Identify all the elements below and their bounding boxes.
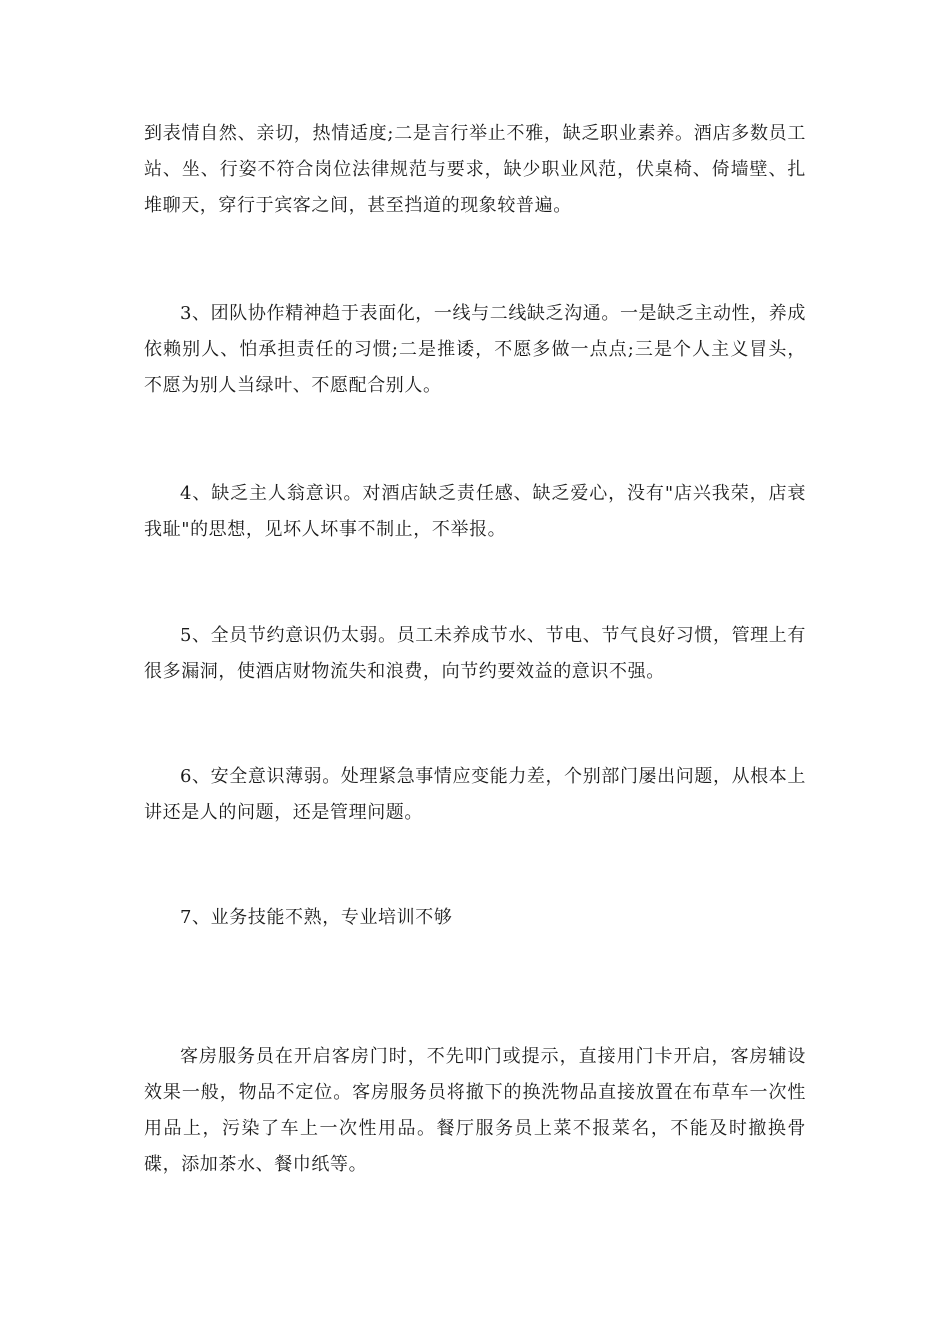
paragraph-item-6: 6、安全意识薄弱。处理紧急事情应变能力差，个别部门屡出问题，从根本上讲还是人的问题，还是管理问题。	[144, 766, 806, 823]
paragraph-item-5: 5、全员节约意识仍太弱。员工未养成节水、节电、节气良好习惯，管理上有很多漏洞，使酒店财物流失和浪费，向节约要效益的意识不强。	[144, 625, 806, 682]
paragraph-item-7: 7、业务技能不熟，专业培训不够	[180, 907, 453, 928]
paragraph-continuation: 到表情自然、亲切，热情适度;二是言行举止不雅，缺乏职业素养。酒店多数员工站、坐、行姿不符合岗位法律规范与要求，缺少职业风范，伏桌椅、倚墙壁、扎堆聊天，穿行于宾客之间，甚至挡道的现象较普遍。	[144, 123, 806, 216]
paragraph-item-3: 3、团队协作精神趋于表面化，一线与二线缺乏沟通。一是缺乏主动性，养成依赖别人、怕承担责任的习惯;二是推诿，不愿多做一点点;三是个人主义冒头，不愿为别人当绿叶、不愿配合别人。	[144, 303, 806, 396]
paragraph-item-4: 4、缺乏主人翁意识。对酒店缺乏责任感、缺乏爱心，没有"店兴我荣，店衰我耻"的思想，见坏人坏事不制止，不举报。	[144, 483, 806, 540]
paragraph-housekeeping: 客房服务员在开启客房门时，不先叩门或提示，直接用门卡开启，客房辅设效果一般，物品不定位。客房服务员将撤下的换洗物品直接放置在布草车一次性用品上，污染了车上一次性用品。餐厅服务员上菜不报菜名，不能及时撤换骨碟，添加茶水、餐巾纸等。	[144, 1046, 806, 1175]
